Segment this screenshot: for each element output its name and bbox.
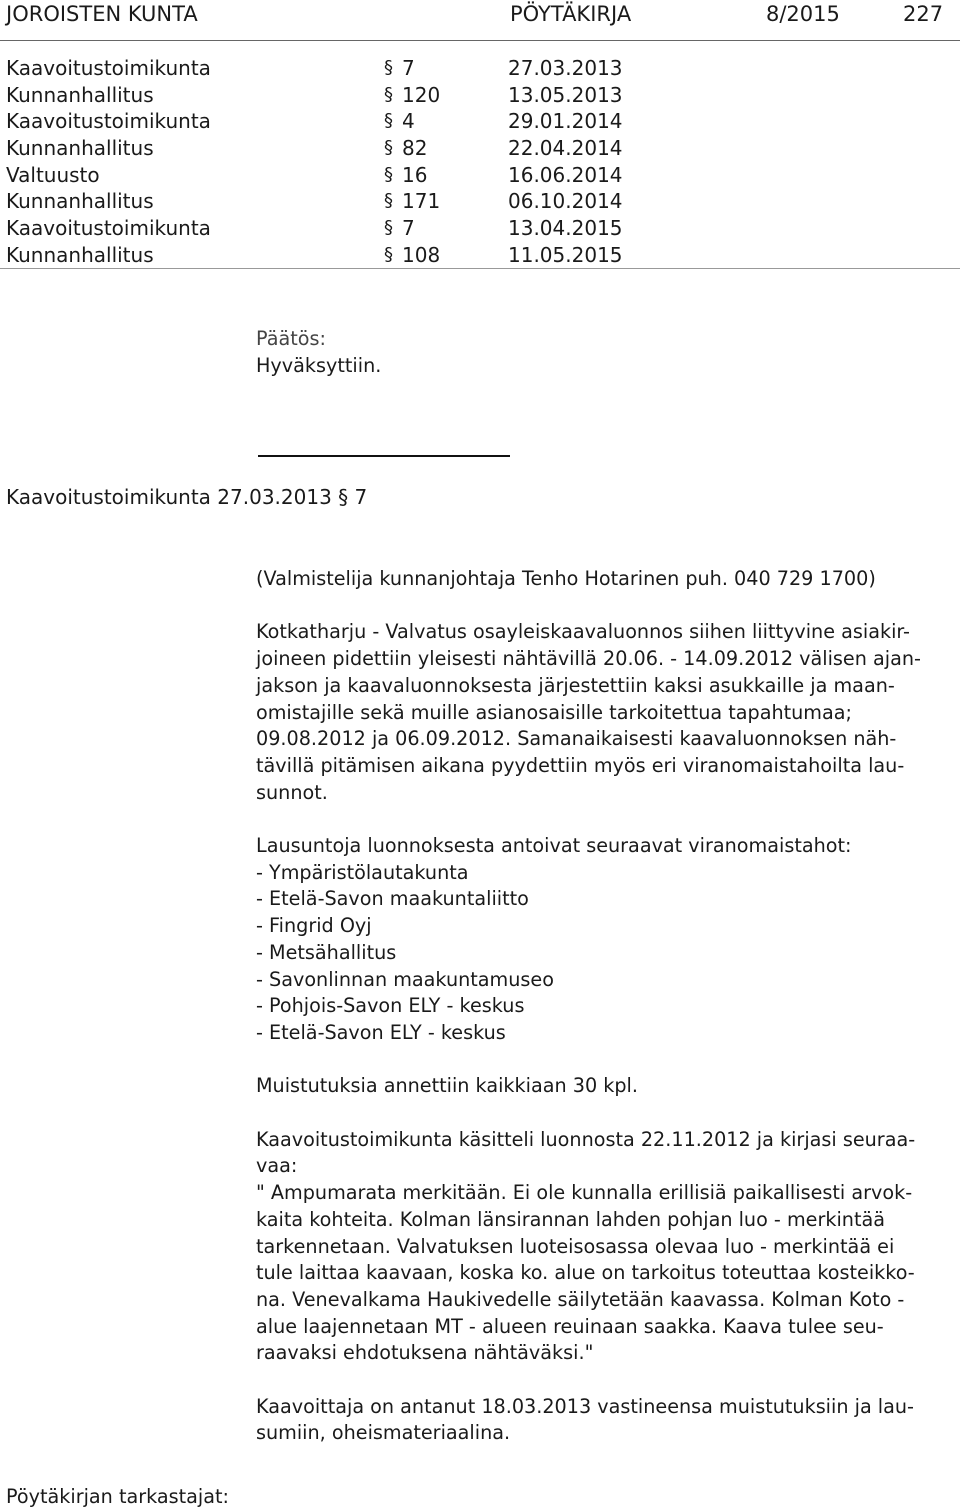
history-row <box>0 188 960 215</box>
section-symbol: § <box>384 190 393 212</box>
body-line: Muistutuksia annettiin kaikkiaan 30 kpl. <box>256 1074 638 1098</box>
history-section: 171 <box>402 189 441 214</box>
separator-line <box>258 455 510 457</box>
history-body: Kaavoitustoimikunta <box>6 56 211 80</box>
issue-number: 8/2015 <box>766 2 840 26</box>
body-line: - Fingrid Oyj <box>256 914 372 938</box>
body-line: " Ampumarata merkitään. Ei ole kunnalla erillisiä paikallisesti arvok- <box>256 1181 913 1205</box>
history-row <box>0 215 960 242</box>
section-symbol: § <box>384 83 393 105</box>
body-line <box>256 1100 956 1127</box>
section-symbol: § <box>384 137 393 159</box>
body-line: Lausuntoja luonnoksesta antoivat seuraavat viranomaistahot: <box>256 834 852 857</box>
body-line: sunnot. <box>256 780 328 804</box>
body-line: - Pohjois-Savon ELY - keskus <box>256 994 525 1018</box>
history-body: Kaavoitustoimikunta <box>6 109 211 134</box>
history-date: 06.10.2014 <box>508 189 623 214</box>
body-line: 09.08.2012 ja 06.09.2012. Samanaikaisesti kaavaluonnoksen näh- <box>256 727 897 751</box>
history-row <box>0 162 960 189</box>
history-body: Kunnanhallitus <box>6 189 154 214</box>
history-row <box>0 82 960 109</box>
section-symbol: § <box>384 243 393 265</box>
decision-block <box>256 326 956 379</box>
history-section: 7 <box>402 216 415 241</box>
history-date: 16.06.2014 <box>508 162 623 187</box>
body-line: na. Venevalkama Haukivedelle säilytetään kaavassa. Kolman Koto - <box>256 1287 905 1311</box>
municipality-name: JOROISTEN KUNTA <box>6 2 198 26</box>
body-line: kaita kohteita. Kolman länsirannan lahden pohjan luo - merkintää <box>256 1207 885 1231</box>
body-line <box>256 806 956 833</box>
history-row <box>0 55 960 82</box>
history-section: 4 <box>402 109 415 134</box>
history-body: Kunnanhallitus <box>6 82 154 107</box>
body-line: Kotkatharju - Valvatus osayleiskaavaluonnos siihen liittyvine asiakir- <box>256 620 910 644</box>
body-line: - Savonlinnan maakuntamuseo <box>256 967 554 991</box>
history-date: 27.03.2013 <box>508 56 623 80</box>
body-line: raavaksi ehdotuksena nähtäväksi." <box>256 1341 594 1365</box>
history-divider <box>0 268 960 269</box>
body-line: (Valmistelija kunnanjohtaja Tenho Hotarinen puh. 040 729 1700) <box>256 567 876 590</box>
body-line: - Ympäristölautakunta <box>256 860 469 884</box>
reviewers-label: Pöytäkirjan tarkastajat: <box>6 1485 229 1508</box>
history-row <box>0 135 960 162</box>
history-date: 13.04.2015 <box>508 216 623 241</box>
decision-text: Hyväksyttiin. <box>256 353 382 377</box>
body-line: vaa: <box>256 1154 298 1178</box>
body-line: tävillä pitämisen aikana pyydettiin myös eri viranomaistahoilta lau- <box>256 753 905 777</box>
body-line: - Etelä-Savon maakuntaliitto <box>256 887 529 911</box>
body-line: - Metsähallitus <box>256 940 397 964</box>
body-line: tarkennetaan. Valvatuksen luoteisosassa olevaa luo - merkintää ei <box>256 1234 895 1258</box>
history-body: Kunnanhallitus <box>6 242 154 267</box>
body-line <box>256 1047 956 1074</box>
body-line: sumiin, oheismateriaalina. <box>256 1421 511 1445</box>
history-date: 13.05.2013 <box>508 82 623 107</box>
history-section: 108 <box>402 242 441 267</box>
body-line: Kaavoitustoimikunta käsitteli luonnosta 22.11.2012 ja kirjasi seuraa- <box>256 1127 916 1151</box>
body-line: joineen pidettiin yleisesti nähtävillä 20.06. - 14.09.2012 välisen ajan- <box>256 647 921 671</box>
body-line: alue laajennetaan MT - alueen reuinaan saakka. Kaava tulee seu- <box>256 1314 884 1338</box>
meeting-reference: Kaavoitustoimikunta 27.03.2013 § 7 <box>6 485 368 509</box>
body-line: - Etelä-Savon ELY - keskus <box>256 1020 506 1044</box>
section-symbol: § <box>384 57 393 78</box>
history-body: Valtuusto <box>6 162 100 187</box>
section-symbol: § <box>384 110 393 132</box>
document-body <box>256 566 956 1447</box>
body-line: omistajille sekä muille asianosaisille tarkoitettua tapahtumaa; <box>256 700 852 724</box>
history-section: 7 <box>402 56 415 80</box>
body-line: jakson ja kaavaluonnoksesta järjestettiin kaksi asukkaille ja maan- <box>256 673 895 697</box>
history-body: Kunnanhallitus <box>6 136 154 161</box>
history-body: Kaavoitustoimikunta <box>6 216 211 241</box>
history-section: 16 <box>402 162 428 187</box>
history-section: 120 <box>402 82 441 107</box>
body-line <box>256 1367 956 1394</box>
page-number: 227 <box>903 2 944 26</box>
body-line <box>256 593 956 620</box>
decision-label: Päätös: <box>256 327 326 350</box>
history-date: 29.01.2014 <box>508 109 623 134</box>
section-symbol: § <box>384 163 393 185</box>
body-line: Kaavoittaja on antanut 18.03.2013 vastineensa muistutuksiin ja lau- <box>256 1394 914 1418</box>
body-line: tule laittaa kaavaan, koska ko. alue on tarkoitus toteuttaa kosteikko- <box>256 1261 915 1285</box>
history-table <box>0 55 960 269</box>
document-type: PÖYTÄKIRJA <box>510 2 632 26</box>
body-lines <box>256 566 956 1447</box>
history-date: 22.04.2014 <box>508 136 623 161</box>
history-date: 11.05.2015 <box>508 242 623 267</box>
history-row <box>0 242 960 269</box>
section-symbol: § <box>384 217 393 239</box>
header-divider <box>0 40 960 41</box>
history-row <box>0 108 960 135</box>
history-section: 82 <box>402 136 428 161</box>
